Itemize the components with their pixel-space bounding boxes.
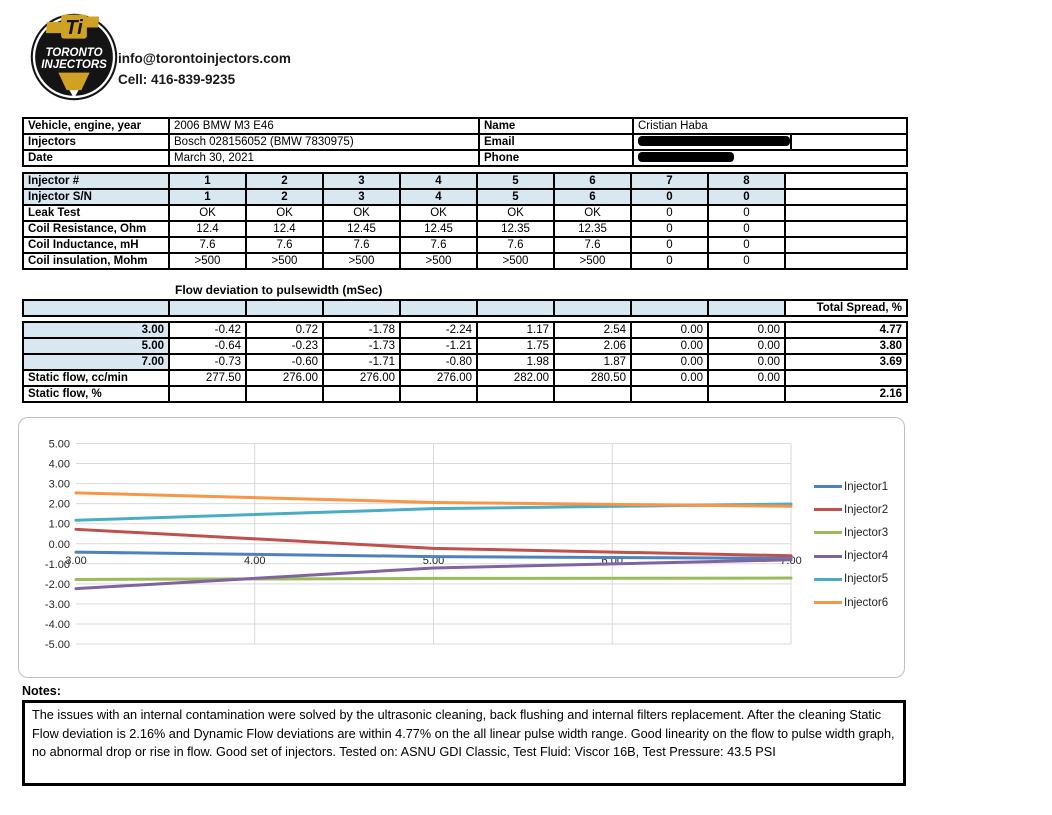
- flow-cell: -1.21: [400, 338, 477, 354]
- flow-row: [23, 386, 907, 402]
- injector-cell: 2: [246, 189, 323, 205]
- info-left-value: Bosch 028156052 (BMW 7830975): [169, 134, 479, 150]
- legend-line-swatch: [814, 508, 842, 511]
- flow-table-title: Flow deviation to pulsewidth (mSec): [175, 283, 383, 297]
- flow-total-cell: 4.77: [785, 322, 907, 338]
- flow-table: [22, 321, 908, 403]
- flow-total-cell: 3.80: [785, 338, 907, 354]
- flow-row-label: 7.00: [23, 354, 169, 370]
- flow-cell: -0.42: [169, 322, 246, 338]
- flow-row: [23, 338, 907, 354]
- injector-cell: 0: [708, 237, 785, 253]
- y-tick-label: 3.00: [48, 478, 70, 491]
- injector-cell: OK: [554, 205, 631, 221]
- notes-text: The issues with an internal contamination were solved by the ultrasonic cleaning, back flushing and internal filters replacement. After the cleaning Static Flow deviation is 2.16% and Dynamic Flow deviations are within 4.77% on the all linear pulse width range. Good linearity on the flow to pulse width graph, no abnormal drop or rise in flow. Good set of injectors. Tested on: ASNU GDI Classic, Test Fluid: Viscor 16B, Test Pressure: 43.5 PSI: [32, 708, 895, 760]
- injector-cell: 8: [708, 173, 785, 189]
- injector-row-label: Leak Test: [23, 205, 169, 221]
- flow-cell: [708, 386, 785, 402]
- legend-line-swatch: [814, 485, 842, 488]
- flow-cell: [169, 386, 246, 402]
- injector-cell: OK: [169, 205, 246, 221]
- injector-cell: >500: [246, 253, 323, 269]
- x-tick-label: 4.00: [244, 554, 266, 567]
- series-line-injector3: [76, 578, 791, 579]
- legend-entry: [814, 521, 888, 544]
- flow-cell: 0.72: [246, 322, 323, 338]
- flow-cell: 276.00: [246, 370, 323, 386]
- injector-cell: 0: [708, 205, 785, 221]
- injector-cell: 0: [708, 253, 785, 269]
- flow-deviation-chart: [18, 417, 905, 678]
- injector-cell: 6: [554, 173, 631, 189]
- injector-row-label: Coil Inductance, mH: [23, 237, 169, 253]
- info-row: [23, 134, 907, 150]
- info-extra-cell: [791, 134, 907, 150]
- injector-cell: OK: [246, 205, 323, 221]
- injector-cell: OK: [477, 205, 554, 221]
- injector-cell: 12.35: [477, 221, 554, 237]
- injector-row: [23, 253, 907, 269]
- injector-cell: OK: [323, 205, 400, 221]
- injector-trailing-cell: [785, 189, 907, 205]
- flow-cell: -0.23: [246, 338, 323, 354]
- flow-row: [23, 370, 907, 386]
- legend-label: Injector4: [844, 550, 889, 563]
- logo-text-injectors: INJECTORS: [41, 59, 107, 72]
- flow-row-label: Static flow, cc/min: [23, 370, 169, 386]
- injector-row: [23, 189, 907, 205]
- flow-header-row: [23, 300, 907, 316]
- info-row: [23, 118, 907, 134]
- flow-cell: 2.06: [554, 338, 631, 354]
- injector-cell: 0: [631, 253, 708, 269]
- flow-total-cell: 3.69: [785, 354, 907, 370]
- injector-cell: >500: [323, 253, 400, 269]
- redacted-value: [638, 136, 790, 146]
- chart-legend: [814, 475, 888, 614]
- y-tick-label: 5.00: [48, 438, 70, 451]
- injector-row: [23, 205, 907, 221]
- injector-cell: 3: [323, 173, 400, 189]
- contact-phone: Cell: 416-839-9235: [118, 72, 236, 87]
- flow-cell: 276.00: [323, 370, 400, 386]
- legend-line-swatch: [814, 555, 842, 558]
- injector-cell: 2: [246, 173, 323, 189]
- flow-cell: -2.24: [400, 322, 477, 338]
- legend-entry: [814, 545, 888, 568]
- info-left-value: 2006 BMW M3 E46: [169, 118, 479, 134]
- legend-label: Injector2: [844, 503, 889, 516]
- flow-row-label: 5.00: [23, 338, 169, 354]
- flow-cell: -1.71: [323, 354, 400, 370]
- injector-cell: 4: [400, 173, 477, 189]
- logo-monogram: Ti: [65, 17, 83, 39]
- flow-cell: -0.73: [169, 354, 246, 370]
- flow-cell: -1.73: [323, 338, 400, 354]
- injector-cell: 7.6: [477, 237, 554, 253]
- info-left-value: March 30, 2021: [169, 150, 479, 166]
- injector-row: [23, 173, 907, 189]
- injector-cell: 0: [631, 189, 708, 205]
- legend-entry: [814, 591, 888, 614]
- flow-cell: -1.78: [323, 322, 400, 338]
- legend-label: Injector3: [844, 526, 889, 539]
- injector-trailing-cell: [785, 237, 907, 253]
- legend-label: Injector1: [844, 480, 889, 493]
- injector-cell: 4: [400, 189, 477, 205]
- legend-line-swatch: [814, 578, 842, 581]
- injector-cell: 0: [708, 221, 785, 237]
- injector-cell: 1: [169, 189, 246, 205]
- injector-row-label: Coil insulation, Mohm: [23, 253, 169, 269]
- contact-email: info@torontoinjectors.com: [118, 51, 291, 66]
- flow-cell: [246, 386, 323, 402]
- x-tick-label: 3.00: [65, 554, 87, 567]
- flow-total-cell: [785, 370, 907, 386]
- y-tick-label: 4.00: [48, 458, 70, 471]
- notes-label: Notes:: [22, 684, 61, 698]
- injector-cell: 5: [477, 173, 554, 189]
- injector-cell: 12.4: [169, 221, 246, 237]
- flow-row: [23, 322, 907, 338]
- flow-cell: 0.00: [708, 354, 785, 370]
- y-tick-label: -5.00: [44, 639, 70, 651]
- flow-chart-svg: [19, 418, 906, 676]
- injector-cell: >500: [477, 253, 554, 269]
- injector-cell: 0: [708, 189, 785, 205]
- injector-cell: 7.6: [323, 237, 400, 253]
- logo-text-toronto: TORONTO: [45, 47, 103, 60]
- legend-label: Injector5: [844, 573, 889, 586]
- flow-cell: 280.50: [554, 370, 631, 386]
- injector-cell: >500: [400, 253, 477, 269]
- injector-cell: 12.4: [246, 221, 323, 237]
- injector-cell: 7: [631, 173, 708, 189]
- flow-cell: 276.00: [400, 370, 477, 386]
- y-tick-label: 0.00: [48, 538, 70, 551]
- flow-total-cell: 2.16: [785, 386, 907, 402]
- info-row: [23, 150, 907, 166]
- flow-cell: 0.00: [631, 354, 708, 370]
- flow-cell: 282.00: [477, 370, 554, 386]
- injector-cell: 12.35: [554, 221, 631, 237]
- flow-cell: 0.00: [631, 322, 708, 338]
- info-right-value: [633, 134, 791, 150]
- injector-cell: 0: [631, 221, 708, 237]
- flow-cell: -0.60: [246, 354, 323, 370]
- flow-cell: 1.17: [477, 322, 554, 338]
- injector-cell: 1: [169, 173, 246, 189]
- info-right-label: Name: [479, 118, 633, 134]
- injector-cell: 7.6: [400, 237, 477, 253]
- flow-cell: 1.75: [477, 338, 554, 354]
- info-right-value: [633, 150, 907, 166]
- injector-trailing-cell: [785, 221, 907, 237]
- notes-box: [22, 700, 906, 786]
- flow-cell: -0.80: [400, 354, 477, 370]
- legend-entry: [814, 475, 888, 498]
- flow-cell: 0.00: [708, 338, 785, 354]
- injector-row-label: Coil Resistance, Ohm: [23, 221, 169, 237]
- x-tick-label: 7.00: [780, 554, 802, 567]
- injector-row-label: Injector #: [23, 173, 169, 189]
- flow-cell: 0.00: [708, 322, 785, 338]
- flow-cell: 0.00: [631, 338, 708, 354]
- injector-cell: 0: [631, 205, 708, 221]
- injector-cell: 0: [631, 237, 708, 253]
- total-spread-header: Total Spread, %: [785, 300, 907, 316]
- injector-row: [23, 237, 907, 253]
- company-logo: [28, 10, 120, 104]
- injector-cell: 3: [323, 189, 400, 205]
- flow-cell: 0.00: [631, 370, 708, 386]
- info-left-label: Injectors: [23, 134, 169, 150]
- info-table: [22, 117, 908, 167]
- injector-table: [22, 172, 908, 270]
- y-tick-label: -3.00: [44, 598, 70, 611]
- y-tick-label: -2.00: [44, 578, 70, 591]
- flow-row-label: 3.00: [23, 322, 169, 338]
- legend-entry: [814, 498, 888, 521]
- injector-cell: 12.45: [323, 221, 400, 237]
- info-table-body: [23, 118, 907, 166]
- info-left-label: Vehicle, engine, year: [23, 118, 169, 134]
- injector-cell: 7.6: [554, 237, 631, 253]
- injector-trailing-cell: [785, 253, 907, 269]
- flow-cell: 1.98: [477, 354, 554, 370]
- legend-label: Injector6: [844, 596, 889, 609]
- toronto-injectors-logo-icon: [28, 10, 120, 104]
- info-right-label: Phone: [479, 150, 633, 166]
- flow-cell: [554, 386, 631, 402]
- injector-cell: 7.6: [246, 237, 323, 253]
- injector-cell: 6: [554, 189, 631, 205]
- injector-cell: OK: [400, 205, 477, 221]
- info-right-label: Email: [479, 134, 633, 150]
- flow-cell: -0.64: [169, 338, 246, 354]
- y-tick-label: -4.00: [44, 618, 70, 631]
- injector-table-body: [23, 173, 907, 269]
- x-tick-label: 5.00: [422, 554, 445, 567]
- injector-cell: 12.45: [400, 221, 477, 237]
- injector-row: [23, 221, 907, 237]
- y-tick-label: -1.00: [44, 558, 70, 571]
- flow-cell: 0.00: [708, 370, 785, 386]
- flow-row-label: Static flow, %: [23, 386, 169, 402]
- injector-trailing-cell: [785, 205, 907, 221]
- injector-cell: 5: [477, 189, 554, 205]
- injector-trailing-cell: [785, 173, 907, 189]
- injector-cell: 7.6: [169, 237, 246, 253]
- y-tick-label: 1.00: [48, 518, 70, 531]
- flow-cell: 2.54: [554, 322, 631, 338]
- flow-cell: 1.87: [554, 354, 631, 370]
- flow-cell: [477, 386, 554, 402]
- legend-entry: [814, 568, 888, 591]
- y-tick-label: 2.00: [48, 498, 70, 511]
- flow-cell: [400, 386, 477, 402]
- flow-table-body: [23, 322, 907, 402]
- flow-row: [23, 354, 907, 370]
- x-tick-label: 6.00: [601, 554, 623, 567]
- info-left-label: Date: [23, 150, 169, 166]
- legend-line-swatch: [814, 531, 842, 534]
- contact-info: [118, 48, 291, 90]
- redacted-value: [638, 152, 734, 162]
- flow-cell: [323, 386, 400, 402]
- injector-row-label: Injector S/N: [23, 189, 169, 205]
- info-right-value: Cristian Haba: [633, 118, 907, 134]
- flow-cell: [631, 386, 708, 402]
- flow-cell: 277.50: [169, 370, 246, 386]
- injector-cell: >500: [169, 253, 246, 269]
- legend-line-swatch: [814, 601, 842, 604]
- flow-table-header: [22, 299, 908, 317]
- injector-cell: >500: [554, 253, 631, 269]
